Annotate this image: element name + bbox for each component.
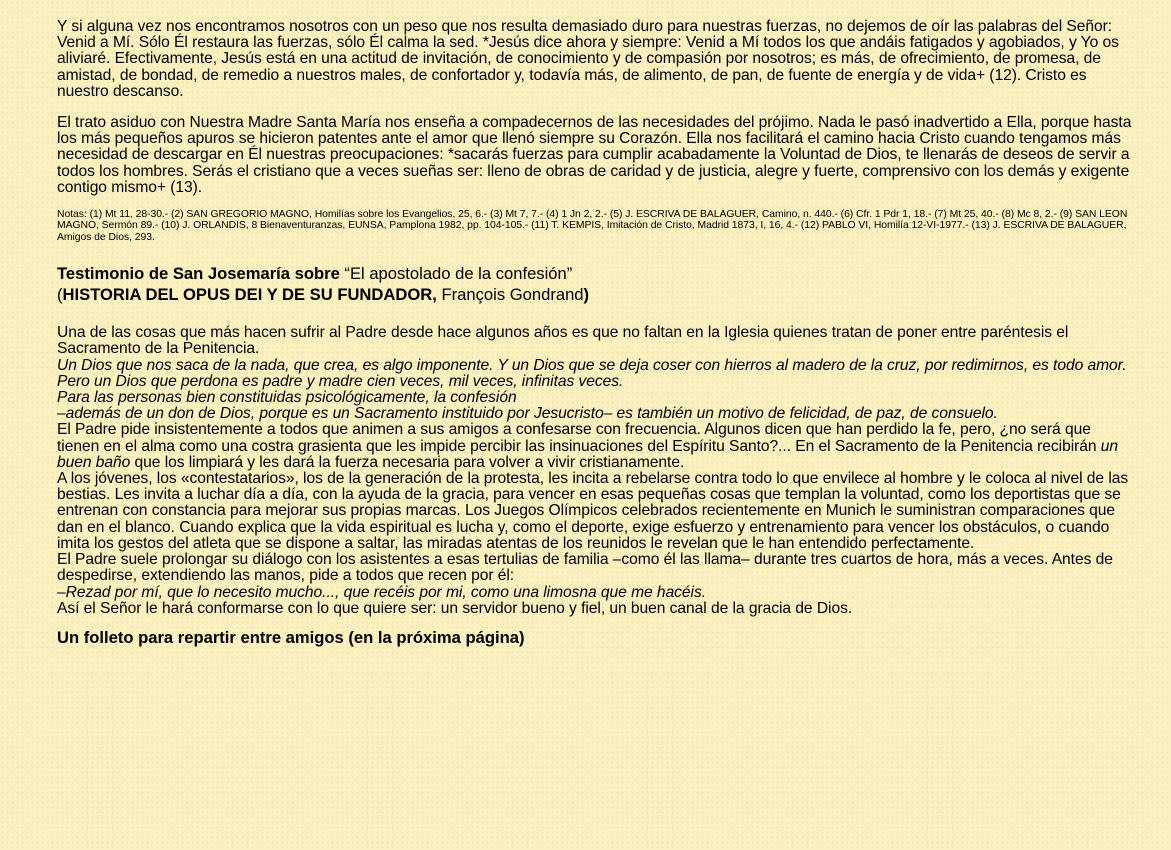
- testimony-paragraph-5: Así el Señor le hará conformarse con lo que quiere ser: un servidor bueno y fiel, un buen canal de la gracia de Dios.: [57, 599, 853, 617]
- testimony-paragraph-2: [57, 422, 1137, 471]
- source-author: François Gondrand: [436, 285, 584, 305]
- testimony-topic: “El apostolado de la confesión”: [339, 264, 573, 284]
- testimony-paragraph-1: Una de las cosas que más hacen sufrir al Padre desde hace algunos años es que no faltan en la Iglesia quienes tratan de poner entre paréntesis el Sacramento de la Penitencia.: [57, 324, 1069, 358]
- testimony-title-bold: Testimonio de San Josemaría sobre: [57, 264, 340, 284]
- closing-note: Un folleto para repartir entre amigos (en la próxima página): [57, 627, 525, 647]
- testimony-quote-2: Para las personas bien constituidas psicológicamente, la confesión: [57, 389, 517, 407]
- testimony-paragraph-2-b: que los limpiará y les dará la fuerza necesaria para volver a vivir cristianamente.: [130, 453, 685, 471]
- source-book-title: HISTORIA DEL OPUS DEI Y DE SU FUNDADOR,: [62, 285, 437, 305]
- document-page: [57, 19, 1137, 647]
- testimony-paragraph-3: A los jóvenes, los «contestatarios», los de la generación de la protesta, les incita a rebelarse contra todo lo que envilece al hombre y le coloca al nivel de las bestias. Les invita a luchar día a día, con la ayuda de la gracia, para vencer en esas pequeñas cosas que templan la voluntad, como los deportistas que se entrenan con constancia para mejorar sus propias marcas. Los Juegos Olímpicos celebrados recientemente en Munich le suministran comparaciones que dan en el blanco. Cuando explica que la vida espiritual es lucha y, como el deporte, exige esfuerzo y entrenamiento para vencer los obstáculos, o cuando imita los gestos del atleta que se dispone a saltar, las miradas atentas de los reunidos le revelan que le han entendido perfectamente.: [57, 470, 1129, 552]
- reflection-paragraph-2: El trato asiduo con Nuestra Madre Santa María nos enseña a compadecernos de las necesidades del prójimo. Nada le pasó inadvertido a Ella, porque hasta los más pequeños apuros se hicieron patentes ante el amor que llenó siempre su Corazón. Ella nos facilitará el camino hacia Cristo cuando tengamos más necesidad de descargar en Él nuestras preocupaciones: *sacarás fuerzas para cumplir acabadamente la Voluntad de Dios, te llenarás de deseos de servir a todos los hombres. Serás el cristiano que a veces sueñas ser: lleno de obras de caridad y de justicia, alegre y fuerte, comprensivo con los demás y exigente contigo mismo+ (13).: [57, 114, 1132, 196]
- testimony-paragraph-2-a: El Padre pide insistentemente a todos que animen a sus amigos a confesarse con frecuencia. Algunos dicen que han perdido la fe, pero, ¿no será que tienen en el alma como una costra grasienta que les impide percibir las insinuaciones del Espíritu Santo?... En el Sacramento de la Penitencia recibirán: [57, 421, 1097, 455]
- testimony-paragraph-2-italic: un buen baño: [57, 437, 1119, 471]
- reflection-paragraph-1: Y si alguna vez nos encontramos nosotros con un peso que nos resulta demasiado duro para nuestras fuerzas, no dejemos de oír las palabras del Señor: Venid a Mí. Sólo Él restaura las fuerzas, sólo Él calma la sed. *Jesús dice ahora y siempre: Venid a Mí todos los que andáis fatigados y agobiados, y Yo os aliviaré. Efectivamente, Jesús está en una actitud de invitación, de conocimiento y de compasión por nosotros; es más, de ofrecimiento, de promesa, de amistad, de bondad, de remedio a nuestros males, de confortador y, todavía más, de alimento, de pan, de fuente de energía y de vida+ (12). Cristo es nuestro descanso.: [57, 18, 1119, 100]
- footnotes: Notas: (1) Mt 11, 28-30.- (2) SAN GREGORIO MAGNO, Homilías sobre los Evangelios, 25, 6.- (3) Mt 7, 7.- (4) 1 Jn 2, 2.- (5) J. ESCRIVA DE BALAGUER, Camino, n. 440.- (6) Cfr. 1 Pdr 1, 18.- (7) Mt 25, 40.- (8) Mc 8, 2.- (9) SAN LEON MAGNO, Sermón 89.- (10) J. ORLANDIS, 8 Bienaventuranzas, EUNSA, Pamplona 1982, pp. 104-105.- (11) T. KEMPIS, Imitación de Cristo, Madrid 1873, I, 16, 4.- (12) PABLO VI, Homilía 12-VI-1977.- (13) J. ESCRIVA DE BALAGUER, Amigos de Dios, 293.: [57, 209, 1128, 243]
- testimony-quote-4: –Rezad por mí, que lo necesito mucho..., que recéis por mi, como una limosna que me hacéis.: [57, 583, 706, 601]
- source-paren-close: ): [583, 285, 590, 305]
- testimony-quote-3: –además de un don de Dios, porque es un Sacramento instituido por Jesucristo– es también un motivo de felicidad, de paz, de consuelo.: [57, 405, 998, 423]
- source-paren-open: (: [57, 285, 63, 305]
- testimony-source: [57, 284, 1137, 305]
- testimony-paragraph-4: El Padre suele prolongar su diálogo con los asistentes a esas tertulias de familia –como él las llama– durante tres cuartos de hora, más a veces. Antes de despedirse, extendiendo las manos, pide a todos que recen por él:: [57, 551, 1113, 585]
- testimony-title: [57, 263, 1137, 284]
- testimony-quote-1: Un Dios que nos saca de la nada, que crea, es algo imponente. Y un Dios que se deja coser con hierros al madero de la cruz, por redimirnos, es todo amor. Pero un Dios que perdona es padre y madre cien veces, mil veces, infinitas veces.: [57, 356, 1127, 390]
